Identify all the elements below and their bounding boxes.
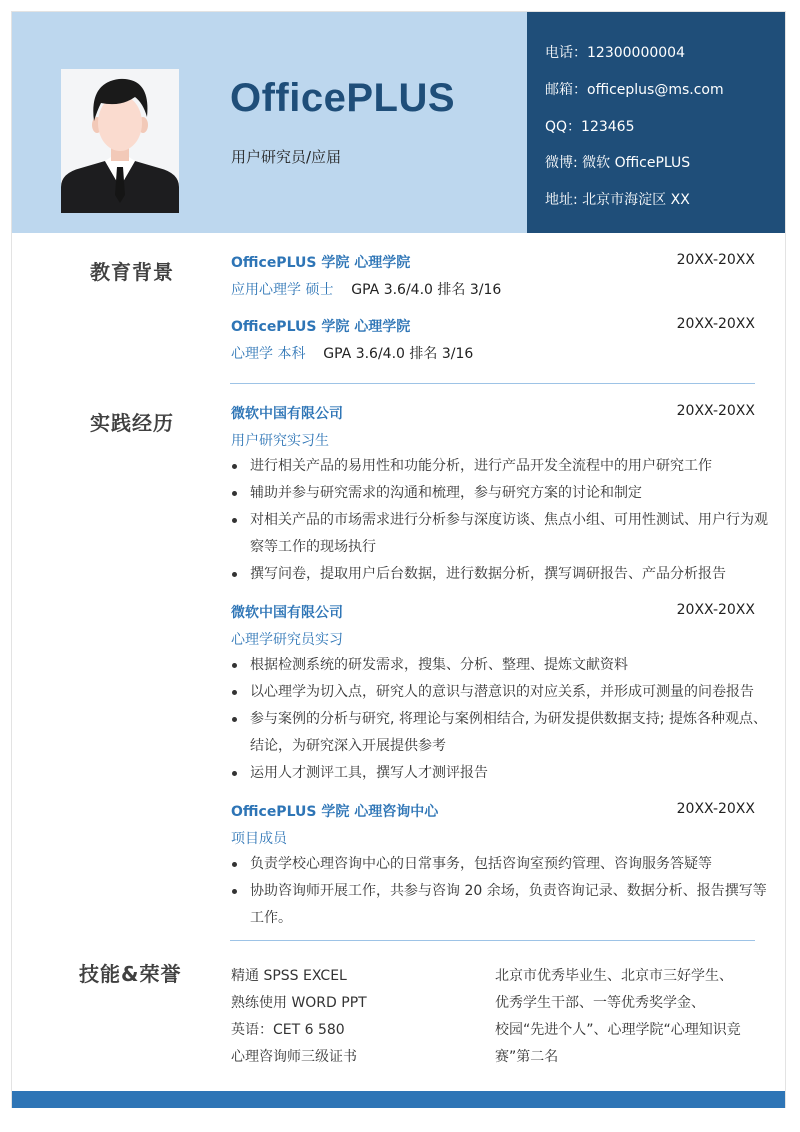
bullet-text: 负责学校心理咨询中心的日常事务，包括咨询室预约管理、咨询服务答疑等 (250, 856, 712, 872)
experience-org: OfficePLUS 学院 心理咨询中心 (231, 804, 439, 820)
bullet-text: 运用人才测评工具，撰写人才测评报告 (250, 765, 488, 781)
section-divider (230, 940, 755, 941)
candidate-name: OfficePLUS (230, 76, 456, 120)
section-title-experience: 实践经历 (90, 411, 174, 435)
bullet-item (231, 706, 769, 760)
bullet-item (231, 561, 769, 588)
experience-role: 心理学研究员实习 (231, 632, 343, 648)
experience-org: 微软中国有限公司 (231, 406, 343, 422)
education-stats: GPA 3.6/4.0 排名 3/16 (351, 282, 502, 298)
bullet-text: 参与案例的分析与研究, 将理论与案例相结合, 为研发提供数据支持; 提炼各种观点、结论，为研究深入开展提供参考 (250, 711, 767, 754)
experience-role: 项目成员 (231, 831, 287, 847)
bullet-item (231, 878, 769, 932)
bullet-text: 辅助并参与研究需求的沟通和梳理，参与研究方案的讨论和制定 (250, 485, 642, 501)
skill-item: 英语：CET 6 580 (231, 1022, 345, 1038)
experience-date: 20XX-20XX (676, 403, 755, 419)
bullet-dot-icon (232, 690, 237, 695)
education-date: 20XX-20XX (676, 252, 755, 268)
bullet-dot-icon (232, 862, 237, 867)
education-date: 20XX-20XX (676, 316, 755, 332)
candidate-title: 用户研究员/应届 (231, 148, 342, 166)
bullet-item (231, 760, 769, 787)
bullet-text: 根据检测系统的研发需求，搜集、分析、整理、提炼文献资料 (250, 657, 628, 673)
contact-email: 邮箱：officeplus@ms.com (545, 82, 724, 98)
skill-item: 精通 SPSS EXCEL (231, 968, 347, 984)
honors-list (495, 963, 741, 1071)
bullet-dot-icon (232, 771, 237, 776)
bullet-text: 对相关产品的市场需求进行分析参与深度访谈、焦点小组、可用性测试、用户行为观察等工作的现场执行 (250, 512, 768, 555)
experience-bullets (231, 851, 769, 932)
honor-line: 北京市优秀毕业生、北京市三好学生、 (495, 968, 733, 984)
honor-line: 校园“先进个人”、心理学院“心理知识竞 (495, 1022, 741, 1038)
section-title-education: 教育背景 (90, 260, 174, 284)
experience-date: 20XX-20XX (676, 602, 755, 618)
contact-address: 地址: 北京市海淀区 XX (545, 192, 690, 208)
avatar-illustration (61, 69, 179, 213)
skill-item: 熟练使用 WORD PPT (231, 995, 367, 1011)
honor-line: 赛”第二名 (495, 1049, 559, 1065)
contact-weibo: 微博: 微软 OfficePLUS (545, 155, 691, 171)
bullet-item (231, 453, 769, 480)
bullet-dot-icon (232, 518, 237, 523)
bullet-item (231, 851, 769, 878)
footer-bar (12, 1091, 785, 1108)
bullet-dot-icon (232, 464, 237, 469)
section-title-skills: 技能&荣誉 (79, 962, 182, 986)
bullet-dot-icon (232, 717, 237, 722)
education-major: 心理学 本科 (231, 346, 306, 362)
education-org: OfficePLUS 学院 心理学院 (231, 255, 411, 271)
bullet-text: 协助咨询师开展工作，共参与咨询 20 余场，负责咨询记录、数据分析、报告撰写等工作。 (250, 883, 767, 926)
experience-org: 微软中国有限公司 (231, 605, 343, 621)
skill-item: 心理咨询师三级证书 (231, 1049, 357, 1065)
bullet-item (231, 480, 769, 507)
bullet-dot-icon (232, 572, 237, 577)
education-details (231, 279, 501, 299)
experience-role: 用户研究实习生 (231, 433, 329, 449)
experience-bullets (231, 453, 769, 588)
education-org: OfficePLUS 学院 心理学院 (231, 319, 411, 335)
experience-date: 20XX-20XX (676, 801, 755, 817)
bullet-text: 撰写问卷，提取用户后台数据，进行数据分析，撰写调研报告、产品分析报告 (250, 566, 726, 582)
section-divider (230, 383, 755, 384)
bullet-text: 进行相关产品的易用性和功能分析，进行产品开发全流程中的用户研究工作 (250, 458, 712, 474)
education-details (231, 343, 473, 363)
bullet-item (231, 507, 769, 561)
bullet-dot-icon (232, 491, 237, 496)
bullet-dot-icon (232, 889, 237, 894)
bullet-text: 以心理学为切入点，研究人的意识与潜意识的对应关系，并形成可测量的问卷报告 (250, 684, 754, 700)
experience-bullets (231, 652, 769, 787)
bullet-item (231, 652, 769, 679)
skills-list (231, 963, 367, 1071)
contact-qq: QQ：123465 (545, 119, 635, 135)
bullet-item (231, 679, 769, 706)
profile-photo (61, 69, 179, 213)
education-major: 应用心理学 硕士 (231, 282, 334, 298)
honor-line: 优秀学生干部、一等优秀奖学金、 (495, 995, 705, 1011)
contact-phone: 电话：12300000004 (545, 45, 685, 61)
education-stats: GPA 3.6/4.0 排名 3/16 (323, 346, 474, 362)
bullet-dot-icon (232, 663, 237, 668)
